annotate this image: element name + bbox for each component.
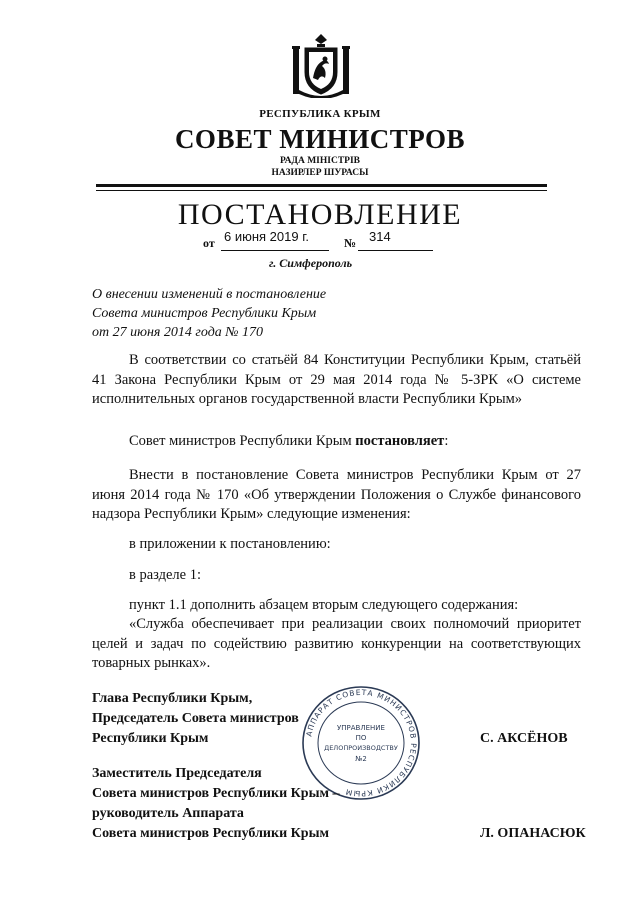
council-ukrainian-heading: РАДА МІНІСТРІВ: [279, 156, 360, 166]
deputy-title-line-4: Совета министров Республики Крым: [92, 826, 330, 841]
head-title-line-3: Республики Крым: [92, 731, 209, 746]
document-type-title: ПОСТАНОВЛЕНИЕ: [177, 198, 463, 231]
stamp-ring-text: АППАРАТ СОВЕТА МИНИСТРОВ РЕСПУБЛИКИ КРЫМ: [304, 687, 419, 799]
stamp-inner-line-2: ПО: [355, 734, 367, 742]
date-underline: [221, 250, 329, 251]
number-label: №: [344, 236, 357, 250]
resolves-keyword: постановляет: [355, 433, 445, 449]
body-paragraph-clause: пункт 1.1 дополнить абзацем вторым следующего содержания:: [129, 597, 519, 613]
deputy-title-line-3: руководитель Аппарата: [92, 806, 244, 821]
body-paragraph-quote: «Служба обеспечивает при реализации своих полномочий приоритет целей и задач по содействию развитию конкуренции на соответствующих товарных рынках».: [92, 616, 581, 671]
council-crimean-tatar-heading: НАЗИРЛЕР ШУРАСЫ: [271, 168, 369, 178]
decree-number: 314: [369, 229, 391, 244]
date-label: от: [203, 236, 215, 250]
body-paragraph-resolves: [92, 432, 581, 452]
stamp-inner-line-1: УПРАВЛЕНИЕ: [337, 724, 385, 732]
head-title-line-2: Председатель Совета министров: [92, 711, 299, 726]
stamp-inner-line-3: ДЕЛОПРОИЗВОДСТВУ: [324, 744, 398, 752]
head-title-line-1: Глава Республики Крым,: [92, 691, 253, 706]
deputy-signatory-name: Л. ОПАНАСЮК: [480, 826, 586, 841]
subject-line-2: Совета министров Республики Крым: [92, 306, 317, 321]
subject-line-1: О внесении изменений в постановление: [92, 287, 327, 302]
header-thick-rule: [96, 184, 547, 187]
deputy-title-line-2: Совета министров Республики Крым –: [92, 786, 340, 801]
number-underline: [358, 250, 433, 251]
body-paragraph-section: в разделе 1:: [129, 567, 202, 583]
resolves-prefix: Совет министров Республики Крым: [129, 433, 356, 449]
header-thin-rule: [96, 190, 547, 191]
republic-heading: РЕСПУБЛИКА КРЫМ: [259, 108, 381, 120]
council-heading: СОВЕТ МИНИСТРОВ: [174, 124, 466, 154]
deputy-title-line-1: Заместитель Председателя: [92, 766, 262, 781]
official-stamp: [300, 684, 422, 802]
stamp-inner-line-4: №2: [355, 755, 367, 763]
coat-of-arms-icon: [291, 32, 351, 98]
decree-date: 6 июня 2019 г.: [224, 229, 309, 244]
subject-line-3: от 27 июня 2014 года № 170: [92, 325, 263, 340]
resolves-suffix: :: [444, 433, 449, 449]
body-paragraph-basis: В соответствии со статьёй 84 Конституции Республики Крым, статьёй 41 Закона Республики Крым от 29 мая 2014 года № 5-ЗРК «О системе исполнительных органов государственной власти Республики Крым»: [92, 352, 581, 407]
body-paragraph-amend: Внести в постановление Совета министров Республики Крым от 27 июня 2014 года № 170 «Об утверждении Положения о Службе финансового надзора Республики Крым» следующие изменения:: [92, 467, 581, 522]
decree-city: г. Симферополь: [269, 256, 353, 270]
head-signatory-name: С. АКСЁНОВ: [480, 731, 568, 746]
body-paragraph-appendix: в приложении к постановлению:: [129, 536, 331, 552]
